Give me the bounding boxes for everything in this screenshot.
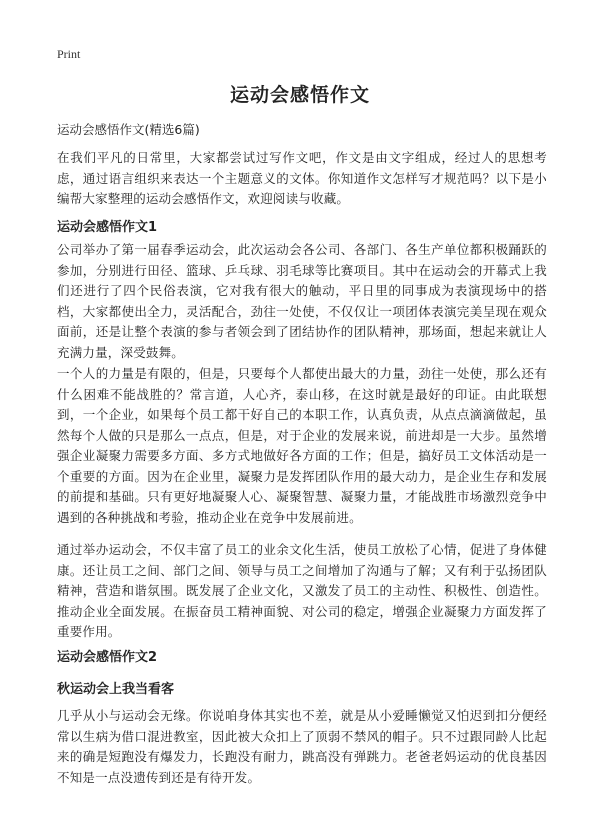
- section-1-paragraph-3: 通过举办运动会，不仅丰富了员工的业余文化生活，使员工放松了心情，促进了身体健康。还让员工之间、部门之间、领导与员工之间增加了沟通与了解；又有利于弘扬团队精神，营造和谐氛围。既发展了企业文化，又激发了员工的主动性、积极性、创造性。推动企业全面发展。在振奋员工精神面貌、对公司的稳定，增强企业凝聚力方面发挥了重要作用。: [57, 542, 547, 639]
- section-1-heading: 运动会感悟作文1: [57, 220, 158, 235]
- section-2-subheading: 秋运动会上我当看客: [57, 682, 175, 697]
- print-link[interactable]: Print: [57, 47, 81, 61]
- document-subtitle: 运动会感悟作文(精选6篇): [57, 122, 200, 137]
- section-2-heading: 运动会感悟作文2: [57, 650, 158, 665]
- page-title: 运动会感悟作文: [229, 84, 370, 106]
- intro-paragraph: 在我们平凡的日常里，大家都尝试过写作文吧，作文是由文字组成，经过人的思想考虑，通过语言组织来表达一个主题意义的文体。你知道作文怎样写才规范吗？以下是小编帮大家整理的运动会感悟作文，欢迎阅读与收藏。: [57, 150, 547, 206]
- section-1-paragraph-1: 公司举办了第一届春季运动会，此次运动会各公司、各部门、各生产单位都积极踊跃的参加，分别进行田径、篮球、乒乓球、羽毛球等比赛项目。其中在运动会的开幕式上我们还进行了四个民俗表演，它对我有很大的触动，平日里的同事成为表演现场中的搭档，大家都使出全力，灵活配合，劲往一处使，不仅仅让一项团体表演完美呈现在观众面前，还是让整个表演的参与者领会到了团结协作的团队精神，那场面，想起来就让人充满力量，深受鼓舞。: [57, 242, 547, 360]
- section-1-paragraph-2: 一个人的力量是有限的，但是，只要每个人都使出最大的力量，劲往一处使，那么还有什么困难不能战胜的？常言道，人心齐，泰山移，在这时就是最好的印证。由此联想到，一个企业，如果每个员工都干好自己的本职工作，认真负责，从点点滴滴做起，虽然每个人做的只是那么一点点，但是，对于企业的发展来说，前进却是一大步。虽然增强企业凝聚力需要多方面、多方式地做好各方面的工作；但是，搞好员工文体活动是一个重要的方面。因为在企业里，凝聚力是发挥团队作用的最大动力，是企业生存和发展的前提和基础。只有更好地凝聚人心、凝聚智慧、凝聚力量，才能战胜市场激烈竞争中遇到的各种挑战和考验，推动企业在竞争中发展前进。: [57, 366, 547, 525]
- section-2-paragraph-1: 几乎从小与运动会无缘。你说咱身体其实也不差，就是从小爱睡懒觉又怕迟到扣分便经常以生病为借口混进教室，因此被大众扣上了顶弱不禁风的帽子。只不过跟同龄人比起来的确是短跑没有爆发力，长跑没有耐力，跳高没有弹跳力。老爸老妈运动的优良基因不知是一点没遗传到还是有待开发。: [57, 708, 547, 785]
